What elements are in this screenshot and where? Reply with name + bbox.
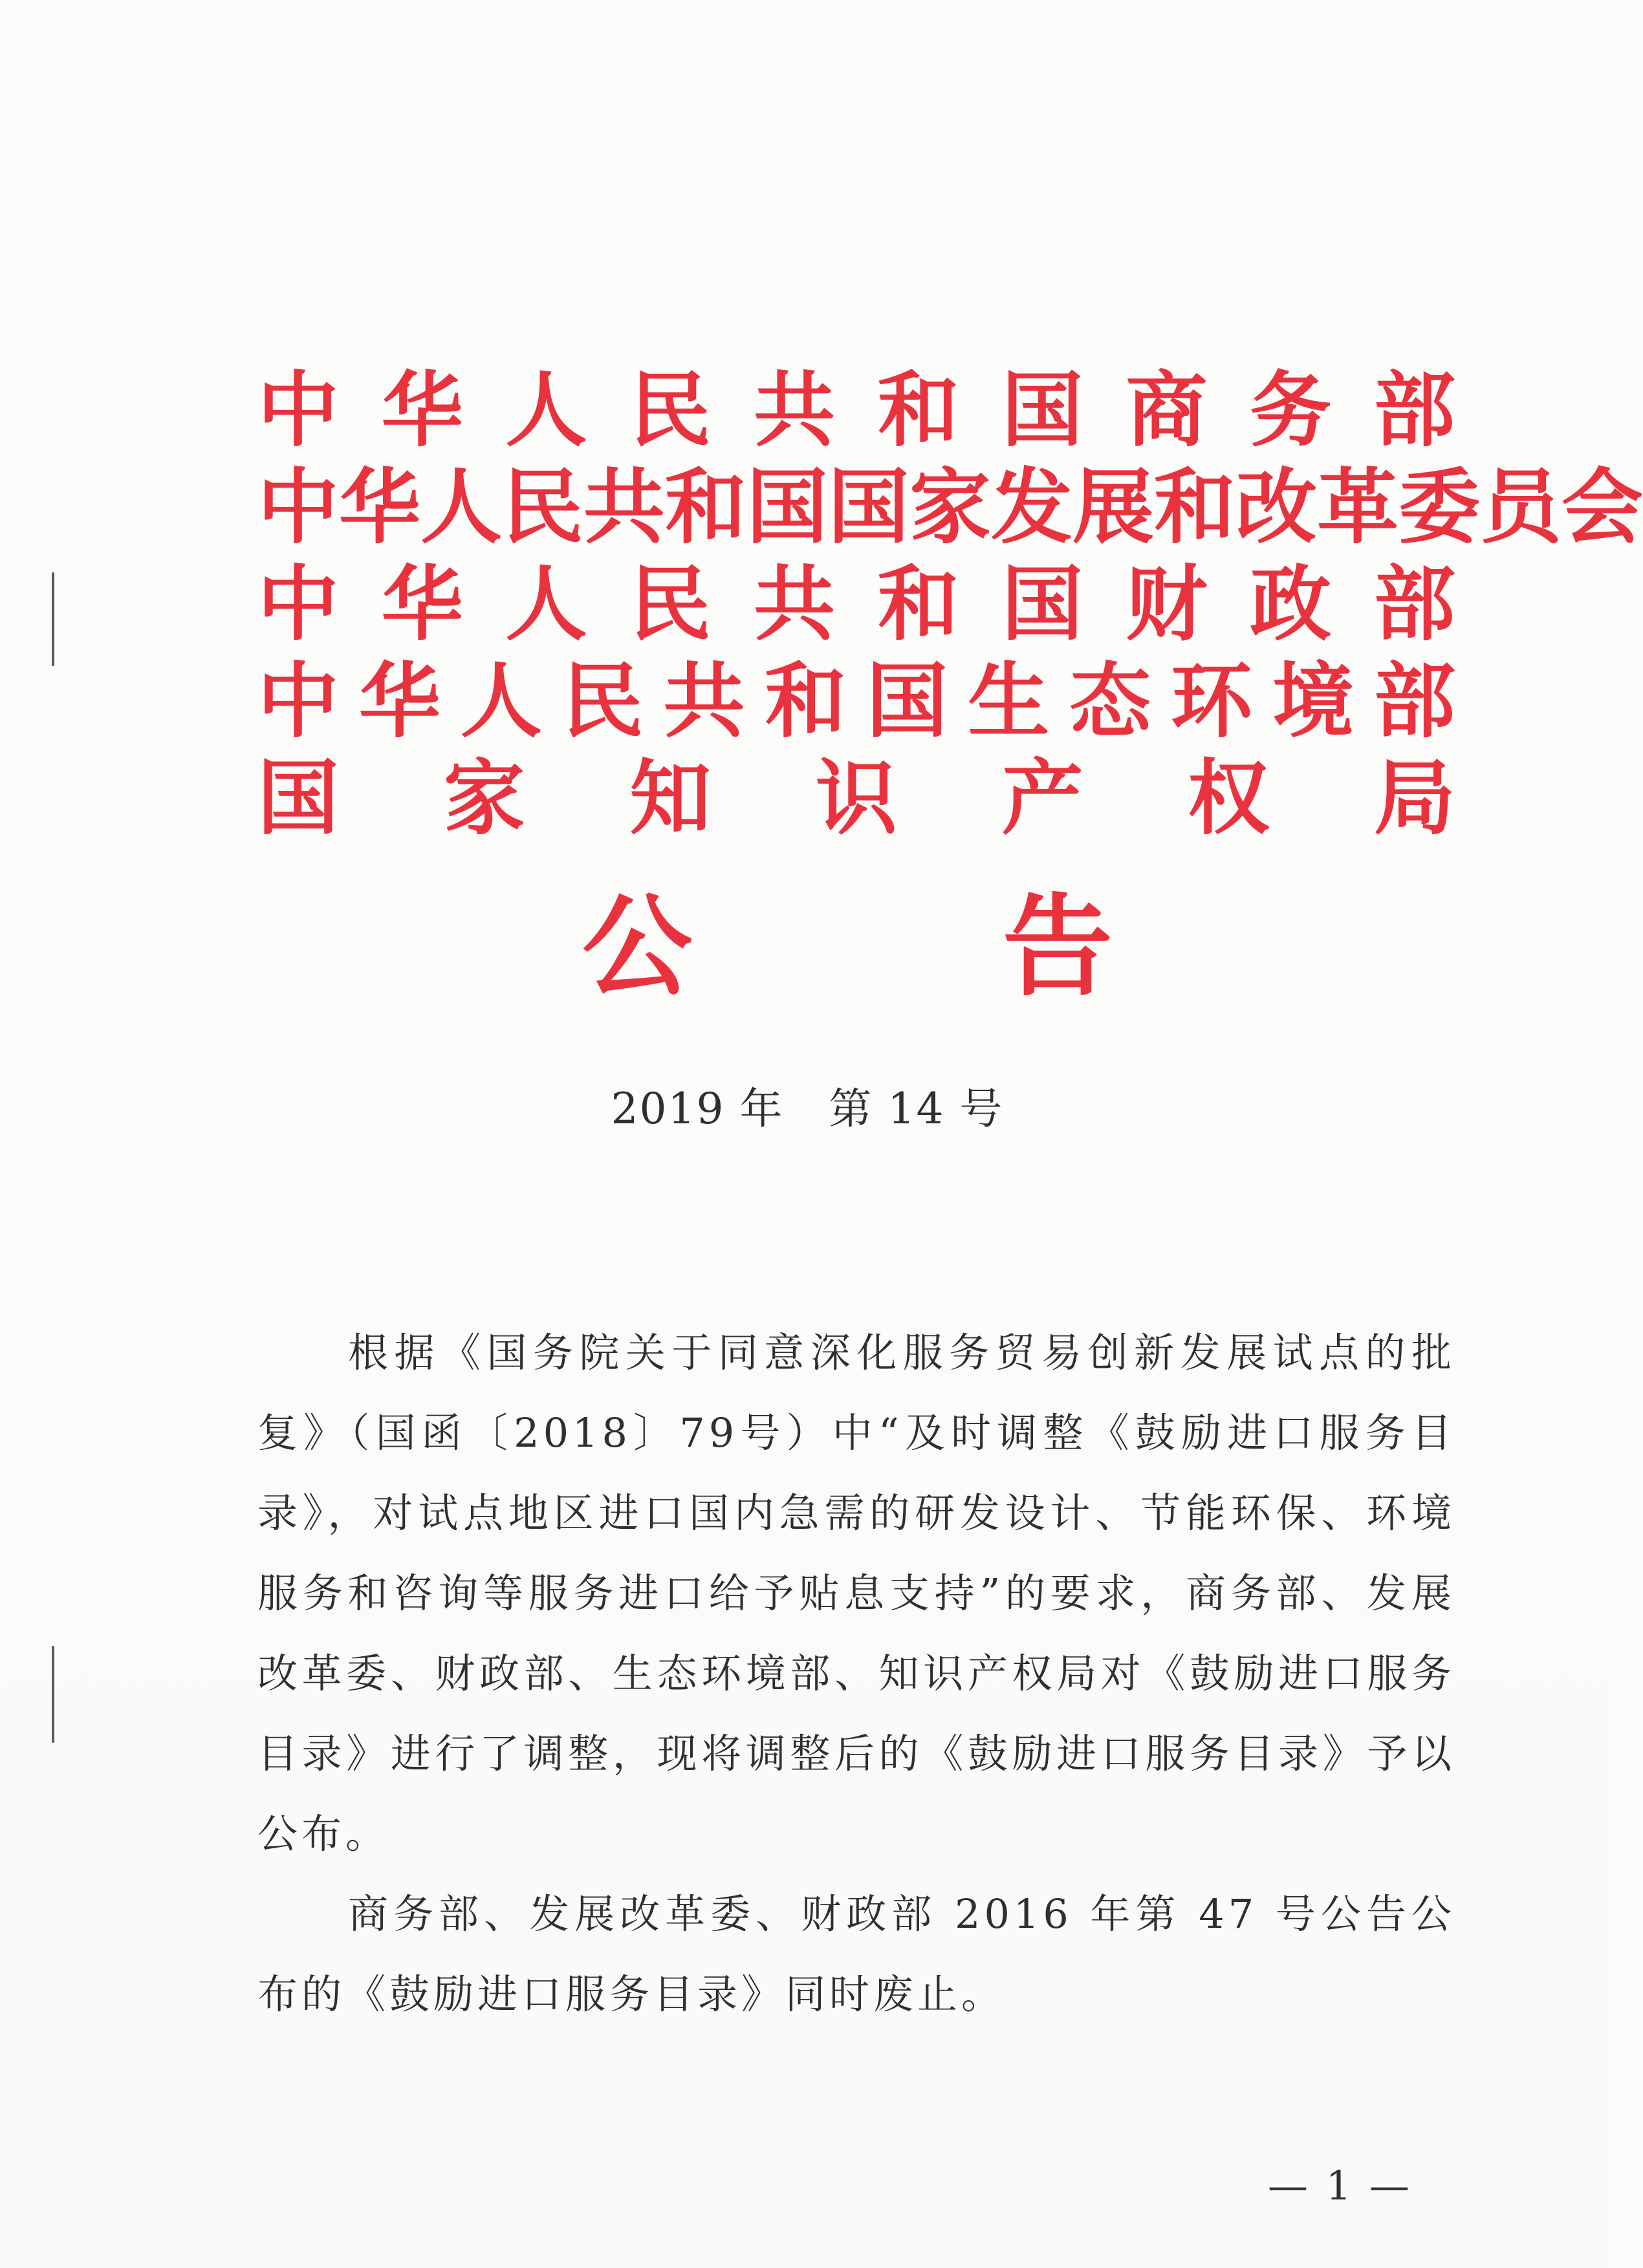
page-number: — 1 — — [1268, 2162, 1412, 2209]
issuer-char: 部 — [1373, 363, 1455, 458]
issuer-char: 国 — [746, 460, 828, 555]
issuer-char: 人 — [505, 363, 587, 458]
issuer-char: 权 — [1188, 751, 1270, 846]
issuer-char: 民 — [561, 654, 644, 749]
binding-mark-bottom — [52, 1646, 54, 1743]
issuer-char: 生 — [968, 654, 1050, 749]
issuer-char: 委 — [1398, 460, 1480, 555]
issuer-char: 人 — [420, 460, 502, 555]
issuer-char: 和 — [877, 557, 959, 652]
body-text — [257, 1313, 1455, 2035]
issuer-char: 国 — [866, 654, 948, 749]
issuer-char: 和 — [765, 654, 847, 749]
issuer-char: 环 — [1171, 654, 1253, 749]
issuer-char: 改 — [1235, 460, 1317, 555]
document-number — [0, 1080, 1615, 1138]
issuer-char: 会 — [1561, 460, 1643, 555]
issuer-char: 和 — [665, 460, 746, 555]
issuer-char: 部 — [1373, 557, 1455, 652]
issuer-char: 员 — [1480, 460, 1561, 555]
issuer-line-mof — [257, 556, 1455, 653]
body-paragraph: 根据《国务院关于同意深化服务贸易创新发展试点的批复》（国函〔2018〕79号）中“及时调整《鼓励进口服务目录》，对试点地区进口国内急需的研发设计、节能环保、环境服务和咨询等服务进口给予贴息支持”的要求，商务部、发展改革委、财政部、生态环境部、知识产权局对《鼓励进口服务目录》进行了调整，现将调整后的《鼓励进口服务目录》予以公布。 — [257, 1329, 1455, 1857]
doc-serial: 第 14 号 — [829, 1084, 1004, 1134]
issuer-line-mofcom — [257, 362, 1455, 459]
issuer-char: 人 — [460, 654, 542, 749]
issuer-char: 共 — [583, 460, 665, 555]
issuer-char: 局 — [1373, 751, 1455, 846]
body-paragraph: 商务部、发展改革委、财政部 2016 年第 47 号公告公布的《鼓励进口服务目录》同时废止。 — [257, 1890, 1455, 2018]
notice-title — [582, 883, 1113, 1012]
issuer-char: 展 — [1072, 460, 1154, 555]
notice-title-char: 告 — [1002, 883, 1113, 1011]
issuer-char: 民 — [502, 460, 583, 555]
issuer-char: 华 — [381, 557, 463, 652]
issuer-char: 产 — [1001, 751, 1083, 846]
issuer-char: 务 — [1250, 363, 1332, 458]
issuer-char: 国 — [1001, 363, 1083, 458]
issuer-char: 财 — [1126, 557, 1208, 652]
notice-title-char: 公 — [582, 883, 693, 1011]
issuer-char: 态 — [1069, 654, 1151, 749]
issuer-char: 华 — [339, 460, 420, 555]
issuer-char: 共 — [754, 557, 836, 652]
issuer-char: 和 — [877, 363, 959, 458]
issuer-char: 家 — [443, 751, 525, 846]
issuer-char: 识 — [815, 751, 897, 846]
issuer-line-mee — [257, 653, 1455, 750]
issuer-block — [257, 362, 1643, 847]
issuer-char: 政 — [1250, 557, 1332, 652]
issuer-char: 民 — [629, 557, 712, 652]
issuer-char: 华 — [358, 654, 441, 749]
issuer-char: 革 — [1317, 460, 1398, 555]
doc-year: 2019 年 — [611, 1084, 784, 1134]
issuer-char: 中 — [257, 363, 339, 458]
issuer-char: 国 — [828, 460, 909, 555]
issuer-char: 和 — [1154, 460, 1235, 555]
issuer-line-ndrc — [257, 459, 1643, 556]
issuer-char: 家 — [909, 460, 991, 555]
issuer-char: 民 — [629, 363, 712, 458]
issuer-char: 国 — [257, 751, 339, 846]
issuer-char: 中 — [257, 557, 339, 652]
issuer-char: 人 — [505, 557, 587, 652]
binding-mark-top — [52, 572, 54, 666]
issuer-char: 知 — [629, 751, 712, 846]
issuer-char: 境 — [1272, 654, 1355, 749]
issuer-char: 共 — [663, 654, 745, 749]
issuer-line-cnipa — [257, 750, 1455, 847]
issuer-char: 商 — [1126, 363, 1208, 458]
issuer-char: 发 — [991, 460, 1072, 555]
issuer-char: 华 — [381, 363, 463, 458]
issuer-char: 中 — [257, 654, 339, 749]
issuer-char: 部 — [1373, 654, 1455, 749]
issuer-char: 中 — [257, 460, 339, 555]
issuer-char: 共 — [754, 363, 836, 458]
issuer-char: 国 — [1001, 557, 1083, 652]
